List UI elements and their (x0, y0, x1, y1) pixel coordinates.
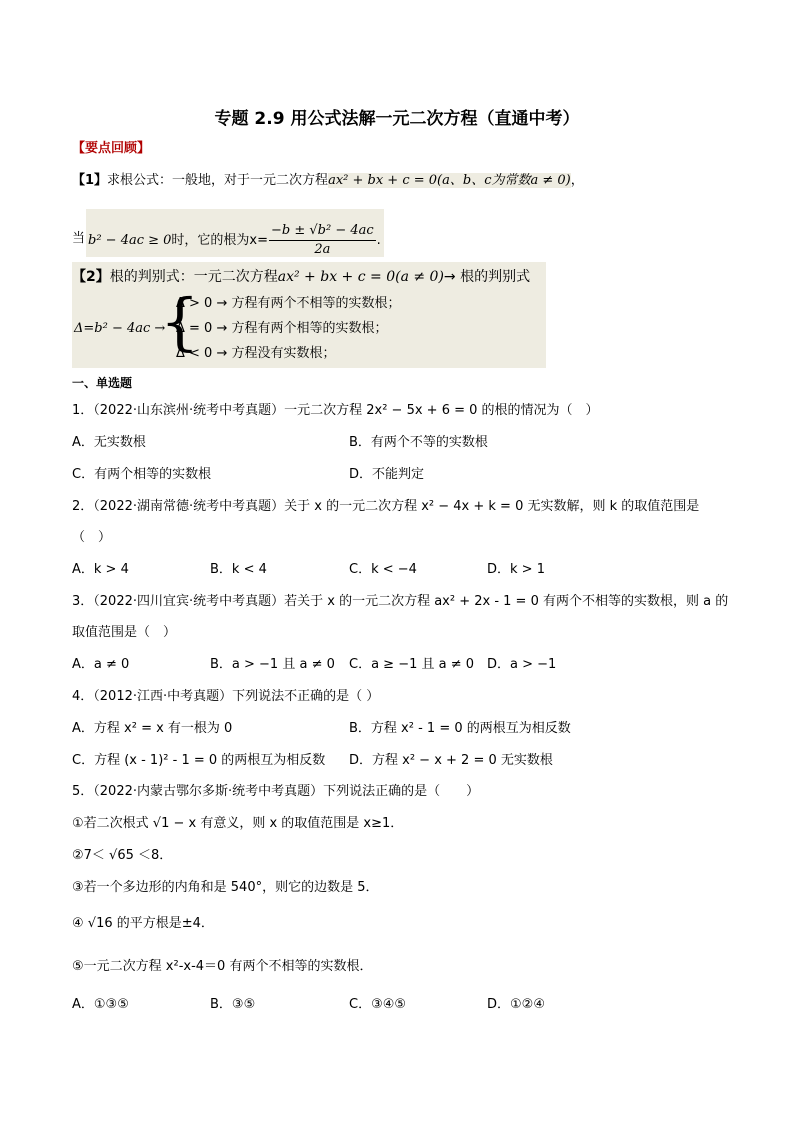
question-5-item-4: ④ √16 的平方根是±4． (72, 916, 214, 931)
question-2-stem: 2．（2022·湖南常德·统考中考真题）关于 x 的一元二次方程 x² − 4x + k = 0 无实数解，则 k 的取值范围是 (72, 499, 700, 514)
point1-label: 【1】 (72, 173, 108, 188)
point1-formula: ax² + bx + c = 0 (328, 173, 438, 188)
question-1-option-d: D．不能判定 (349, 467, 425, 482)
question-4-stem: 4．（2012·江西·中考真题）下列说法不正确的是（ ） (72, 689, 380, 704)
question-5-option-d: D．①②④ (487, 997, 545, 1012)
question-2-option-a: A．k > 4 (72, 562, 129, 577)
case-negative: Δ < 0 → 方程没有实数根； (176, 346, 336, 361)
question-2-stem-cont: （ ） (72, 530, 112, 545)
question-5-option-c: C．③④⑤ (349, 997, 407, 1012)
question-5-option-a: A．①③⑤ (72, 997, 129, 1012)
point2-text-b: → 根的判别式 (443, 269, 531, 285)
point1-line2 (88, 222, 381, 259)
key-points-heading: 【要点回顾】 (72, 141, 151, 156)
question-3-option-d: D．a > −1 (487, 657, 557, 672)
question-5-stem: 5．（2022·内蒙古鄂尔多斯·统考中考真题）下列说法正确的是（ ） (72, 784, 480, 799)
question-5-item-5: ⑤一元二次方程 x²-x-4＝0 有两个不相等的实数根． (72, 959, 373, 974)
question-4-option-b: B．方程 x² - 1 = 0 的两根互为相反数 (349, 721, 571, 736)
question-1-option-c: C．有两个相等的实数根 (72, 467, 212, 482)
question-3-option-c: C．a ≥ −1 且 a ≠ 0 (349, 657, 475, 672)
question-3-option-b: B．a > −1 且 a ≠ 0 (210, 657, 335, 672)
point2-label: 【2】 (72, 269, 110, 285)
brace-icon: { (160, 285, 200, 358)
point1-condition: (a、b、c为常数a ≠ 0) (437, 173, 571, 188)
root-denominator: 2a (314, 242, 331, 257)
question-5-option-b: B．③⑤ (210, 997, 256, 1012)
question-1-stem: 1．（2022·山东滨州·统考中考真题）一元二次方程 2x² − 5x + 6 = 0 的根的情况为（ ） (72, 403, 599, 418)
question-1-option-b: B．有两个不等的实数根 (349, 435, 488, 450)
question-5-item-2: ②7＜ √65 ＜8． (72, 848, 173, 863)
point1-text-b: 时，它的根为x= (171, 233, 269, 248)
root-numerator: −b ± √b² − 4ac (269, 222, 376, 241)
question-4-option-a: A．方程 x² = x 有一根为 0 (72, 721, 233, 736)
point2-text-a: 根的判别式：一元二次方程 (109, 269, 278, 285)
point1-period: . (376, 233, 381, 248)
point1-when: 当 (72, 231, 86, 246)
question-2-option-b: B．k < 4 (210, 562, 267, 577)
question-5-item-1: ①若二次根式 √1 − x 有意义，则 x 的取值范围是 x≥1． (72, 816, 404, 831)
question-3-stem-cont: 取值范围是（ ） (72, 625, 177, 640)
point2-line1 (72, 268, 530, 286)
delta-definition: Δ=b² − 4ac → (74, 321, 166, 336)
point1-comma: ， (570, 173, 584, 188)
point1-disc-cond: b² − 4ac ≥ 0 (88, 233, 172, 248)
question-3-stem: 3．（2022·四川宜宾·统考中考真题）若关于 x 的一元二次方程 ax² + 2x - 1 = 0 有两个不相等的实数根，则 a 的 (72, 594, 729, 609)
question-5-item-3: ③若一个多边形的内角和是 540°，则它的边数是 5． (72, 880, 379, 895)
point2-formula: ax² + bx + c = 0(a ≠ 0) (277, 269, 444, 285)
page-title: 专题 2.9 用公式法解一元二次方程（直通中考） (214, 109, 580, 129)
question-4-option-d: D．方程 x² − x + 2 = 0 无实数根 (349, 753, 553, 768)
point1-line1 (72, 172, 584, 190)
question-2-option-d: D．k > 1 (487, 562, 545, 577)
question-4-option-c: C．方程 (x - 1)² - 1 = 0 的两根互为相反数 (72, 753, 326, 768)
point1-text-a: 求根公式：一般地，对于一元二次方程 (107, 173, 329, 188)
question-2-option-c: C．k < −4 (349, 562, 417, 577)
case-positive: Δ > 0 → 方程有两个不相等的实数根； (176, 296, 401, 311)
question-3-option-a: A．a ≠ 0 (72, 657, 130, 672)
root-formula-fraction (269, 222, 376, 259)
question-1-option-a: A．无实数根 (72, 435, 146, 450)
part-heading: 一、单选题 (72, 376, 133, 390)
case-zero: Δ = 0 → 方程有两个相等的实数根； (176, 321, 388, 336)
